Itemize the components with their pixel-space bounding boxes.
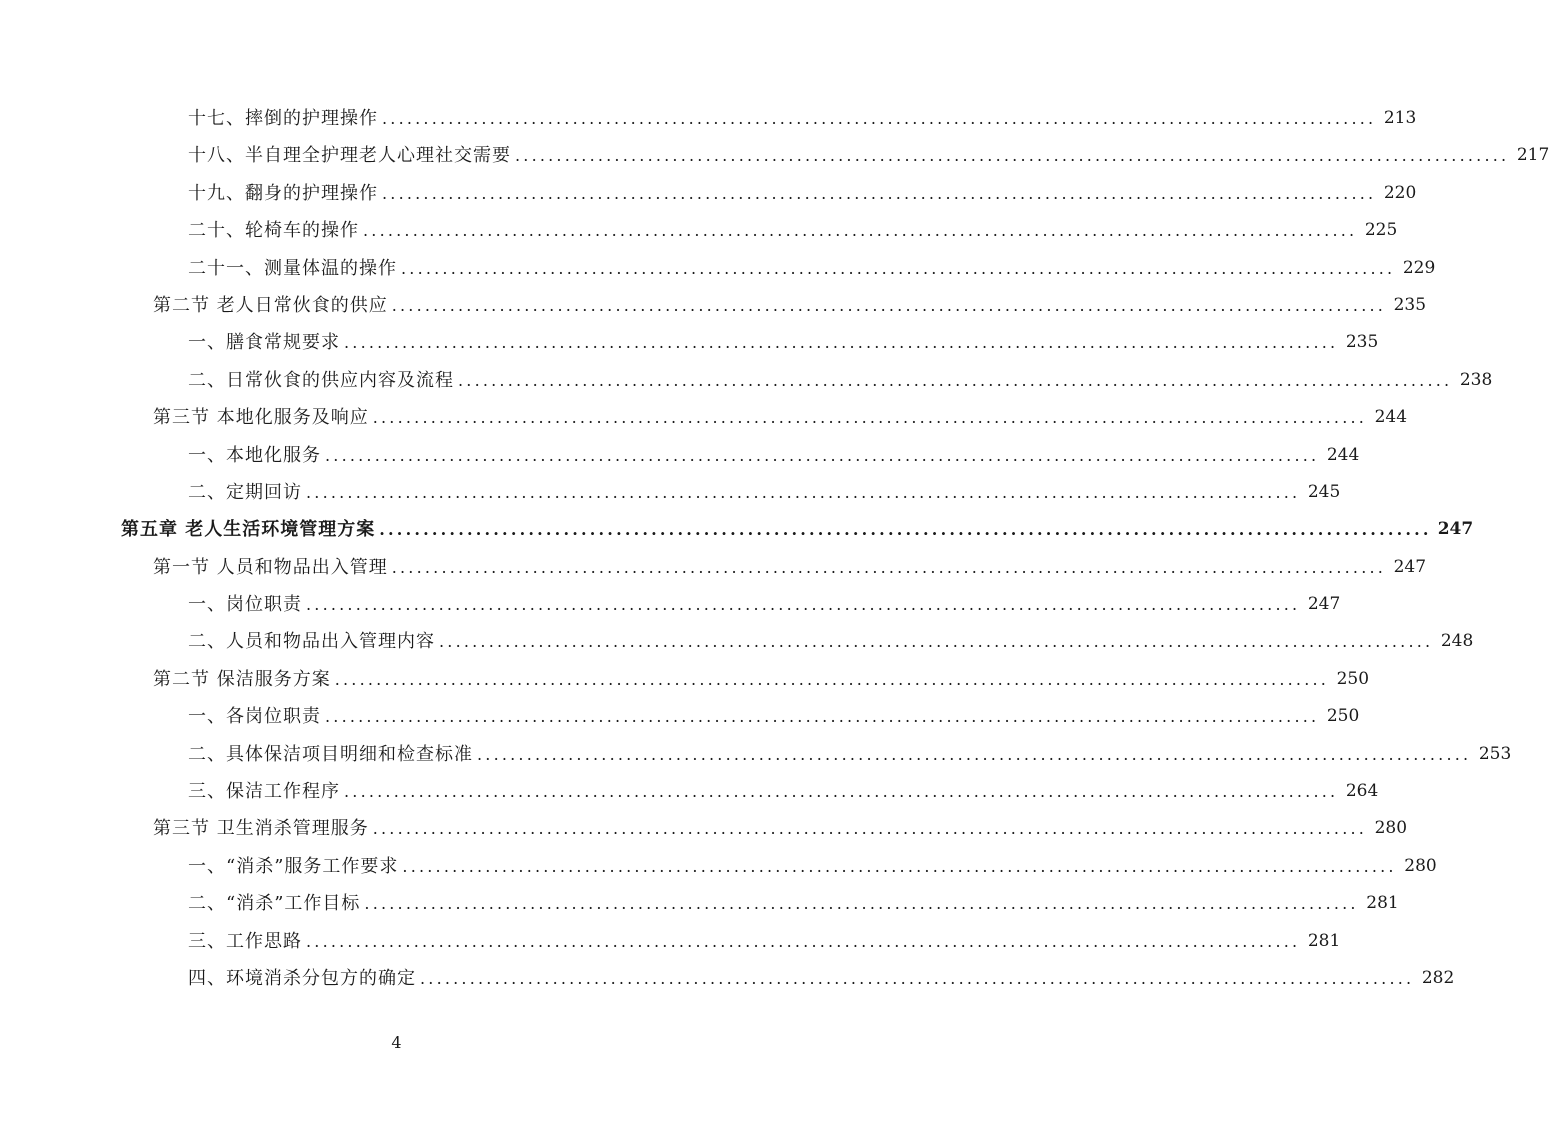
- toc-entry-page-number: 235: [1345, 332, 1379, 353]
- toc-entry-item[interactable]: [0, 437, 1360, 474]
- toc-entry-item[interactable]: [0, 848, 1437, 885]
- toc-dot-leader: ........................................................................................................................: [372, 819, 1368, 839]
- toc-entry-page-number: 244: [1374, 407, 1408, 428]
- toc-entry-section[interactable]: [0, 287, 1427, 324]
- toc-entry-item[interactable]: [0, 474, 1341, 511]
- toc-entry-title: 第三节 本地化服务及响应: [153, 407, 369, 429]
- toc-entry-title: 十九、翻身的护理操作: [188, 182, 378, 204]
- toc-entry-title: 一、“消杀”服务工作要求: [188, 855, 399, 877]
- toc-entry-title: 三、保洁工作程序: [188, 781, 340, 803]
- toc-dot-leader: ........................................................................................................................: [402, 856, 1397, 876]
- toc-entry-page-number: 248: [1440, 631, 1474, 652]
- toc-entry-page-number: 247: [1393, 556, 1427, 577]
- toc-entry-page-number: 238: [1459, 369, 1493, 390]
- toc-entry-page-number: 281: [1307, 930, 1341, 951]
- toc-entry-section[interactable]: [0, 810, 1408, 847]
- toc-entry-title: 二、具体保洁项目明细和检查标准: [188, 743, 473, 765]
- toc-dot-leader: ........................................................................................................................: [325, 707, 1320, 727]
- toc-entry-page-number: 250: [1326, 706, 1360, 727]
- toc-entry-title: 二、“消杀”工作目标: [188, 893, 361, 915]
- toc-entry-title: 第三节 卫生消杀管理服务: [153, 818, 369, 840]
- toc-entry-title: 第一节 人员和物品出入管理: [153, 556, 388, 578]
- toc-entry-page-number: 282: [1421, 967, 1455, 988]
- toc-entry-title: 二、人员和物品出入管理内容: [188, 631, 435, 653]
- toc-dot-leader: ........................................................................................................................: [401, 258, 1396, 278]
- toc-entry-title: 三、工作思路: [188, 930, 302, 952]
- toc-dot-leader: ........................................................................................................................: [306, 482, 1301, 502]
- toc-entry-title: 一、各岗位职责: [188, 706, 321, 728]
- toc-entry-page-number: 281: [1366, 893, 1399, 914]
- toc-dot-leader: ........................................................................................................................: [420, 968, 1415, 988]
- toc-entry-page-number: 280: [1374, 818, 1408, 839]
- toc-entry-item[interactable]: [0, 324, 1379, 361]
- toc-entry-item[interactable]: [0, 586, 1341, 623]
- toc-entry-title: 四、环境消杀分包方的确定: [188, 967, 416, 989]
- toc-entry-page-number: 264: [1345, 781, 1379, 802]
- toc-entry-item[interactable]: [0, 885, 1399, 922]
- toc-entry-page-number: 220: [1383, 182, 1417, 203]
- toc-entry-item[interactable]: [0, 100, 1417, 137]
- toc-dot-leader: ........................................................................................................................: [306, 931, 1301, 951]
- toc-entry-title: 二、日常伙食的供应内容及流程: [188, 369, 454, 391]
- toc-entry-page-number: 250: [1336, 668, 1370, 689]
- toc-dot-leader: ........................................................................................................................: [364, 894, 1359, 914]
- toc-entry-page-number: 229: [1402, 257, 1436, 278]
- toc-dot-leader: ........................................................................................................................: [515, 146, 1510, 166]
- toc-entry-item[interactable]: [0, 736, 1512, 773]
- toc-entry-page-number: 247: [1437, 519, 1474, 540]
- toc-entry-title: 第二节 保洁服务方案: [153, 668, 331, 690]
- toc-entry-page-number: 280: [1404, 855, 1437, 876]
- toc-entry-page-number: 245: [1307, 481, 1341, 502]
- toc-entry-title: 第五章 老人生活环境管理方案: [121, 519, 376, 541]
- toc-entry-title: 一、岗位职责: [188, 594, 302, 616]
- toc-dot-leader: ........................................................................................................................: [379, 520, 1432, 540]
- toc-entry-section[interactable]: [0, 549, 1427, 586]
- toc-entry-page-number: 213: [1383, 108, 1417, 128]
- toc-entry-title: 十七、摔倒的护理操作: [188, 108, 378, 129]
- toc-dot-leader: ........................................................................................................................: [334, 669, 1330, 689]
- toc-entry-title: 二、定期回访: [188, 481, 302, 503]
- toc-entry-item[interactable]: [0, 698, 1360, 735]
- toc-entry-page-number: 235: [1393, 294, 1427, 315]
- toc-entry-title: 二十、轮椅车的操作: [188, 220, 359, 242]
- toc-entry-item[interactable]: [0, 960, 1455, 997]
- toc-entry-page-number: 225: [1364, 220, 1398, 241]
- toc-dot-leader: ........................................................................................................................: [382, 109, 1377, 128]
- toc-entry-page-number: 247: [1307, 594, 1341, 615]
- toc-entry-item[interactable]: [0, 212, 1398, 249]
- toc-entry-item[interactable]: [0, 623, 1474, 660]
- toc-dot-leader: ........................................................................................................................: [325, 445, 1320, 465]
- toc-entry-item[interactable]: [0, 250, 1436, 287]
- toc-entry-title: 二十一、测量体温的操作: [188, 257, 397, 279]
- toc-dot-leader: ........................................................................................................................: [306, 595, 1301, 615]
- toc-entry-chapter[interactable]: [0, 511, 1474, 548]
- toc-dot-leader: ........................................................................................................................: [391, 557, 1387, 577]
- toc-entry-title: 一、膳食常规要求: [188, 332, 340, 354]
- toc-dot-leader: ........................................................................................................................: [372, 408, 1368, 428]
- toc-dot-leader: ........................................................................................................................: [344, 333, 1339, 353]
- toc-entry-item[interactable]: [0, 362, 1493, 399]
- toc-dot-leader: ........................................................................................................................: [477, 744, 1472, 764]
- toc-dot-leader: ........................................................................................................................: [382, 183, 1377, 203]
- toc-dot-leader: ........................................................................................................................: [439, 632, 1434, 652]
- toc-dot-leader: ........................................................................................................................: [344, 782, 1339, 802]
- toc-entry-title: 十八、半自理全护理老人心理社交需要: [188, 145, 511, 167]
- toc-entry-item[interactable]: [0, 773, 1379, 810]
- toc-entry-page-number: 244: [1326, 444, 1360, 465]
- toc-entry-item[interactable]: [0, 137, 1549, 174]
- toc-dot-leader: ........................................................................................................................: [363, 221, 1358, 241]
- toc-entry-section[interactable]: [0, 399, 1408, 436]
- page-number: 4: [391, 1033, 402, 1052]
- toc-entry-section[interactable]: [0, 661, 1370, 698]
- toc-dot-leader: ........................................................................................................................: [458, 370, 1453, 390]
- toc-entry-item[interactable]: [0, 175, 1417, 212]
- toc-dot-leader: ........................................................................................................................: [391, 295, 1387, 315]
- table-of-contents: [0, 100, 1549, 997]
- toc-entry-title: 第二节 老人日常伙食的供应: [153, 294, 388, 316]
- toc-entry-title: 一、本地化服务: [188, 444, 321, 466]
- toc-entry-page-number: 217: [1516, 145, 1549, 166]
- toc-entry-page-number: 253: [1478, 743, 1512, 764]
- toc-entry-item[interactable]: [0, 923, 1341, 960]
